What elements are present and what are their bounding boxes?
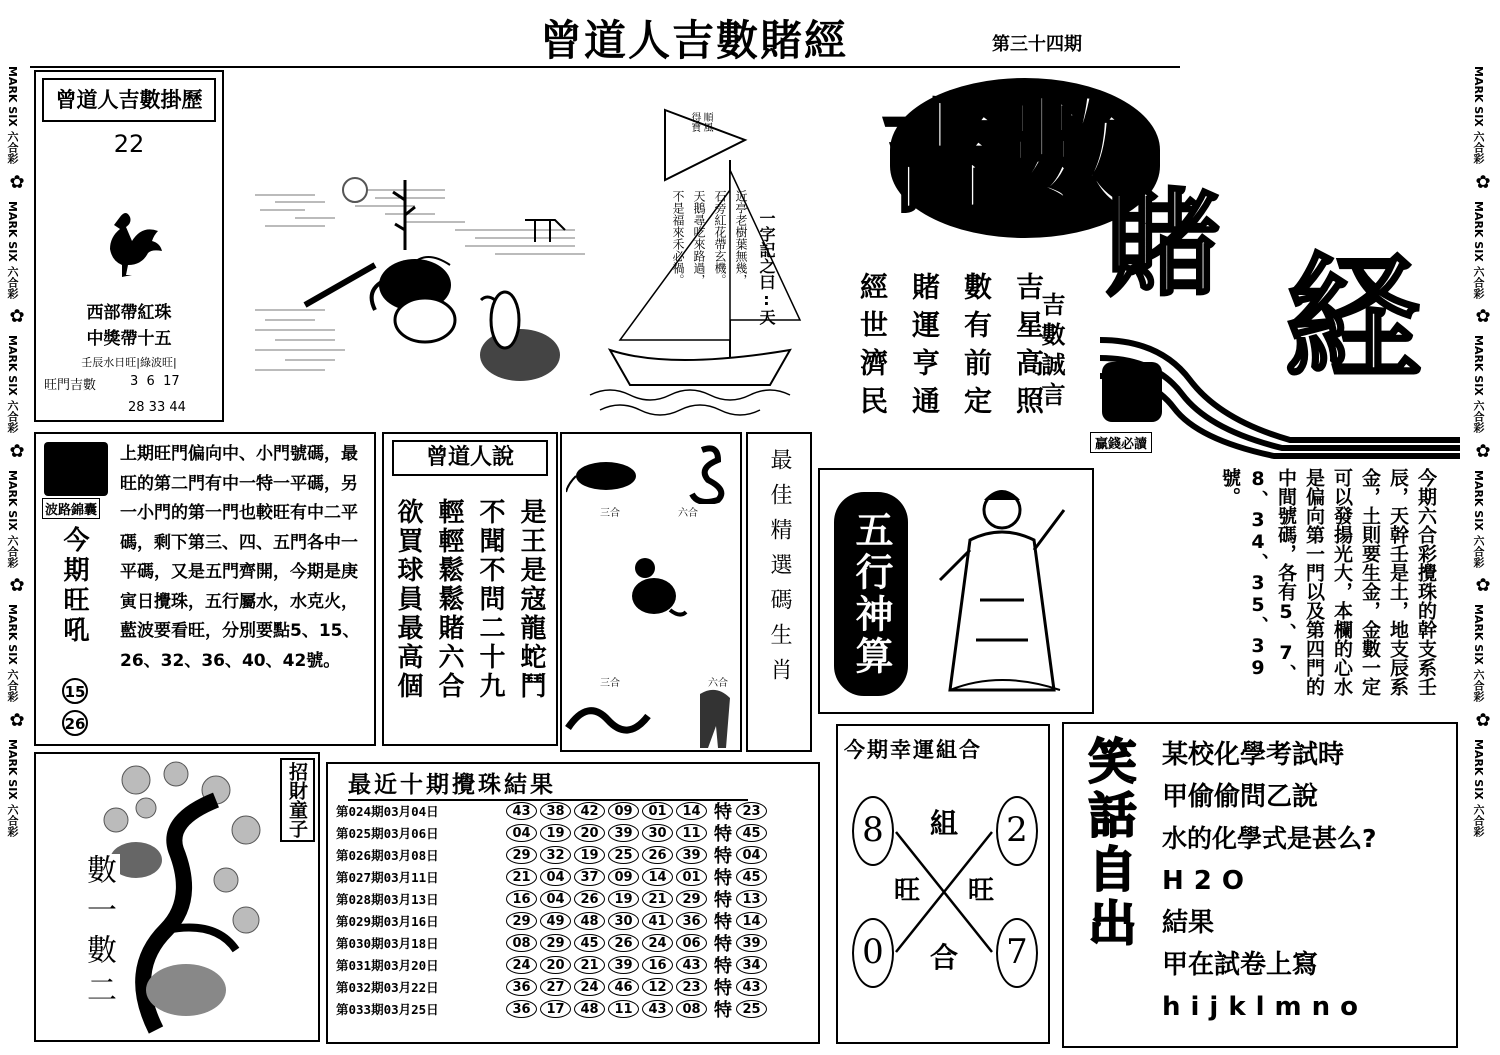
ball-number: 39 [608, 956, 639, 974]
ball-number: 14 [642, 868, 673, 886]
wave-text: 上期旺門偏向中、小門號碼，最旺的第二門有中一特一平碼，另一小門的第一門也較旺有中二平碼，剩下第三、四、五門各中一平碼，又是五門齊開，今期是庚寅日攪珠，五行屬水，水克火，藍波要看旺，分別要點5、15、26、32、36、40、42號。 [120, 444, 360, 671]
ball-number: 25 [608, 846, 639, 864]
table-row [336, 954, 770, 976]
lucky-number: 7 [996, 918, 1038, 988]
special-ball-number: 04 [736, 846, 767, 864]
flower-icon: ✿ [9, 306, 25, 328]
poem-col: 天鵝尋吃來路過， [692, 190, 706, 286]
special-label: 特 [714, 824, 732, 845]
wave-panel [34, 432, 376, 746]
side-brand: MARK SIX 六合彩 [6, 335, 19, 433]
title-char: 経 [1285, 241, 1420, 398]
ball-number: 16 [506, 890, 537, 908]
joke-line: 結果 [1162, 908, 1215, 938]
dragon-icon [564, 698, 654, 748]
left-side-strip [4, 60, 30, 1050]
treasure-line1: 數一 [76, 854, 120, 934]
special-ball-number: 14 [736, 912, 767, 930]
flower-icon: ✿ [9, 710, 25, 732]
special-ball-number: 34 [736, 956, 767, 974]
motto-col: 吉星高照 [1012, 272, 1045, 424]
ball-number: 04 [506, 824, 537, 842]
lucky-number: 0 [852, 918, 894, 988]
ball-number: 27 [540, 978, 571, 996]
poem-col: 近亭老樹葉無幾， [734, 190, 748, 286]
side-brand: MARK SIX 六合彩 [1472, 604, 1485, 703]
ball-number: 04 [540, 868, 571, 886]
table-row [336, 800, 770, 822]
ball-number: 45 [574, 934, 605, 952]
period-cell: 第027期03月11日 [336, 870, 439, 885]
right-side-strip [1470, 60, 1496, 1050]
says-col: 欲買球員最高個 [393, 498, 423, 701]
period-cell: 第030期03月18日 [336, 936, 439, 951]
treasure-panel [34, 752, 320, 1042]
ball-number: 01 [642, 802, 673, 820]
ball-number: 09 [608, 802, 639, 820]
flower-icon: ✿ [1475, 171, 1491, 193]
ball-number: 08 [676, 1000, 707, 1018]
table-row [336, 976, 770, 998]
motto-block [852, 272, 1048, 424]
title-char: 數 [1005, 85, 1125, 224]
title-char: 吉 [880, 90, 1000, 229]
joke-line: hijklmno [1162, 992, 1369, 1022]
ball-number: 39 [676, 846, 707, 864]
ball-number: 23 [676, 978, 707, 996]
sail-poem [670, 190, 750, 286]
ball-number: 21 [574, 956, 605, 974]
best-panel [746, 432, 812, 752]
flower-icon: ✿ [9, 575, 25, 597]
ball-number: 41 [642, 912, 673, 930]
lucky-number: 8 [852, 796, 894, 866]
ball-number: 14 [676, 802, 707, 820]
special-label: 特 [714, 1000, 732, 1021]
ball-number: 36 [676, 912, 707, 930]
money-bag-icon [1102, 362, 1162, 422]
ball-number: 12 [642, 978, 673, 996]
snake-icon [682, 444, 738, 504]
period-cell: 第029期03月16日 [336, 914, 439, 929]
almanac-title: 曾道人吉數掛歷 [42, 78, 216, 122]
table-row [336, 888, 770, 910]
says-col: 不聞不問二十九 [475, 498, 505, 701]
joke-line: 某校化學考試時 [1162, 740, 1345, 770]
ball-number: 29 [540, 934, 571, 952]
lucky-title: 今期幸運組合 [844, 738, 982, 762]
side-brand: MARK SIX 六合彩 [6, 739, 19, 837]
lucky-panel [836, 724, 1050, 1044]
zodiac-label: 三合 [600, 508, 620, 519]
lucky-number: 2 [996, 796, 1038, 866]
special-ball-number: 45 [736, 868, 767, 886]
special-label: 特 [714, 934, 732, 955]
poem-col: 石旁紅花帶玄機。 [713, 190, 727, 286]
deity-illustration [920, 480, 1085, 706]
wuxing-title: 五行神算 [834, 492, 908, 696]
almanac-label: 旺門吉數 [44, 378, 97, 393]
ball-number: 09 [608, 868, 639, 886]
wave-number-circle: 15 [62, 678, 88, 704]
joke-line: 水的化學式是甚么? [1162, 824, 1377, 853]
ball-number: 30 [642, 824, 673, 842]
flower-icon: ✿ [9, 171, 25, 193]
special-label: 特 [714, 868, 732, 889]
special-label: 特 [714, 846, 732, 867]
period-cell: 第025期03月06日 [336, 826, 439, 841]
ball-number: 19 [574, 846, 605, 864]
ball-number: 04 [540, 890, 571, 908]
flower-icon: ✿ [1475, 440, 1491, 462]
ball-number: 29 [506, 912, 537, 930]
monkey-icon [620, 554, 690, 624]
special-ball-number: 43 [736, 978, 767, 996]
says-poem [390, 498, 550, 701]
joke-line: 甲偷偷問乙說 [1162, 782, 1319, 812]
almanac-nums1: 3 6 17 [130, 374, 180, 389]
wave-side-title: 今期旺吼 [59, 526, 89, 646]
ball-number: 38 [540, 802, 571, 820]
motto-col: 數有前定 [960, 272, 993, 424]
almanac-line1: 西部帶紅珠 [86, 303, 172, 323]
joke-panel [1062, 722, 1458, 1048]
tiger-icon [692, 684, 738, 750]
special-ball-number: 25 [736, 1000, 767, 1018]
ball-number: 37 [574, 868, 605, 886]
says-title: 曾道人說 [392, 440, 548, 476]
special-label: 特 [714, 978, 732, 999]
side-brand: MARK SIX 六合彩 [6, 469, 19, 568]
ball-number: 24 [506, 956, 537, 974]
ball-number: 16 [642, 956, 673, 974]
table-row [336, 932, 770, 954]
wuxing-text: 今期六合彩攪珠的幹支系壬辰，天幹壬是土，地支辰系金，土則要生金，金數一定可以發揚光大，本欄的心水是偏向第一門以及第四門的中間號碼，各有5、7、8、34、35、39號。 [1219, 468, 1437, 696]
side-brand: MARK SIX 六合彩 [1472, 200, 1485, 299]
lucky-word: 旺 [894, 876, 921, 906]
flower-icon: ✿ [1475, 306, 1491, 328]
zodiac-label: 六合 [708, 678, 728, 689]
page-title: 曾道人吉數賭經 [540, 16, 849, 65]
ball-number: 24 [574, 978, 605, 996]
ball-number: 26 [608, 934, 639, 952]
zodiac-label: 六合 [678, 508, 698, 519]
period-cell: 第032期03月22日 [336, 980, 439, 995]
ball-number: 19 [540, 824, 571, 842]
period-cell: 第033期03月25日 [336, 1002, 439, 1017]
period-cell: 第026期03月08日 [336, 848, 439, 863]
ball-number: 36 [506, 978, 537, 996]
ball-number: 49 [540, 912, 571, 930]
ball-number: 43 [642, 1000, 673, 1018]
says-col: 是王是寇龍蛇鬥 [516, 498, 546, 701]
period-cell: 第031期03月20日 [336, 958, 439, 973]
rooster-icon [98, 207, 168, 277]
ball-number: 42 [574, 802, 605, 820]
ball-number: 43 [506, 802, 537, 820]
motto-col: 賭運亨通 [908, 272, 941, 424]
flower-icon: ✿ [1475, 575, 1491, 597]
ball-number: 48 [574, 912, 605, 930]
special-ball-number: 39 [736, 934, 767, 952]
table-row [336, 866, 770, 888]
ball-number: 20 [574, 824, 605, 842]
joke-line: 甲在試卷上寫 [1162, 950, 1319, 980]
motto-col: 經世濟民 [856, 272, 889, 424]
side-brand: MARK SIX 六合彩 [1472, 335, 1485, 433]
sail-flag: 順風 得寶 [689, 112, 712, 132]
table-row [336, 844, 770, 866]
period-cell: 第028期03月13日 [336, 892, 439, 907]
special-ball-number: 13 [736, 890, 767, 908]
side-brand: MARK SIX 六合彩 [1472, 739, 1485, 837]
special-label: 特 [714, 802, 732, 823]
joke-lines [1162, 734, 1454, 1028]
issue-number: 第三十四期 [992, 34, 1082, 55]
period-cell: 第024期03月04日 [336, 804, 439, 819]
flower-icon: ✿ [1475, 710, 1491, 732]
special-ball-number: 45 [736, 824, 767, 842]
special-label: 特 [714, 890, 732, 911]
ball-number: 24 [642, 934, 673, 952]
ball-number: 11 [676, 824, 707, 842]
says-col: 輕輕鬆鬆賭六合 [434, 498, 464, 701]
badge-label: 贏錢必讀 [1090, 432, 1152, 453]
lucky-word: 合 [930, 941, 959, 974]
special-ball-number: 23 [736, 802, 767, 820]
ball-number: 29 [506, 846, 537, 864]
ball-number: 26 [574, 890, 605, 908]
ball-number: 26 [642, 846, 673, 864]
almanac-number: 22 [113, 130, 145, 158]
ball-number: 11 [608, 1000, 639, 1018]
motto-side: 吉數誠言 [1037, 292, 1065, 412]
ball-number: 48 [574, 1000, 605, 1018]
wuxing-text-wrap [1098, 468, 1440, 714]
side-brand: MARK SIX 六合彩 [6, 66, 19, 164]
sail-panel [580, 100, 830, 420]
ball-number: 30 [608, 912, 639, 930]
almanac-panel [34, 70, 224, 422]
treasure-line2: 數二 [76, 934, 120, 1014]
best-text: 最佳精選碼生肖 [767, 448, 792, 693]
ball-number: 21 [642, 890, 673, 908]
joke-label: 笑話自出 [1080, 736, 1136, 952]
ball-number: 43 [676, 956, 707, 974]
almanac-line2: 中獎帶十五 [86, 329, 172, 349]
flower-icon: ✿ [9, 440, 25, 462]
sail-hint: 一字記之曰:天 [757, 210, 776, 325]
table-row [336, 998, 770, 1020]
table-row [336, 822, 770, 844]
special-label: 特 [714, 956, 732, 977]
almanac-small: 壬辰水日旺|綠波旺| [81, 356, 177, 369]
side-brand: MARK SIX 六合彩 [1472, 469, 1485, 568]
title-char: 賭 [1105, 178, 1221, 312]
lucky-word: 旺 [968, 876, 995, 906]
side-brand: MARK SIX 六合彩 [1472, 66, 1485, 164]
ball-number: 36 [506, 1000, 537, 1018]
table-row [336, 910, 770, 932]
ball-number: 19 [608, 890, 639, 908]
ball-number: 08 [506, 934, 537, 952]
wave-number-circle: 26 [62, 710, 88, 736]
rat-icon [566, 454, 646, 494]
ball-number: 01 [676, 868, 707, 886]
lucky-word: 組 [930, 807, 959, 840]
ball-number: 32 [540, 846, 571, 864]
birds-illustration [255, 170, 595, 400]
zodiac-panel [560, 432, 742, 752]
ball-number: 20 [540, 956, 571, 974]
ball-number: 17 [540, 1000, 571, 1018]
side-brand: MARK SIX 六合彩 [6, 604, 19, 703]
ball-number: 39 [608, 824, 639, 842]
special-label: 特 [714, 912, 732, 933]
ball-number: 29 [676, 890, 707, 908]
results-title: 最近十期攪珠結果 [348, 766, 748, 801]
header-rule [30, 66, 1180, 68]
ball-number: 21 [506, 868, 537, 886]
ball-number: 46 [608, 978, 639, 996]
treasure-label: 招財童子 [280, 758, 315, 842]
poem-col: 不是福來禾必禍。 [671, 190, 685, 286]
joke-line: H2O [1162, 866, 1254, 896]
wuxing-panel [818, 468, 1094, 714]
wave-badge: 波路錦囊 [42, 498, 100, 519]
zodiac-label: 三合 [600, 678, 620, 689]
says-panel [382, 432, 558, 746]
hands-icon [44, 442, 108, 496]
almanac-nums2: 28 33 44 [128, 400, 186, 415]
side-brand: MARK SIX 六合彩 [6, 200, 19, 299]
ball-number: 06 [676, 934, 707, 952]
